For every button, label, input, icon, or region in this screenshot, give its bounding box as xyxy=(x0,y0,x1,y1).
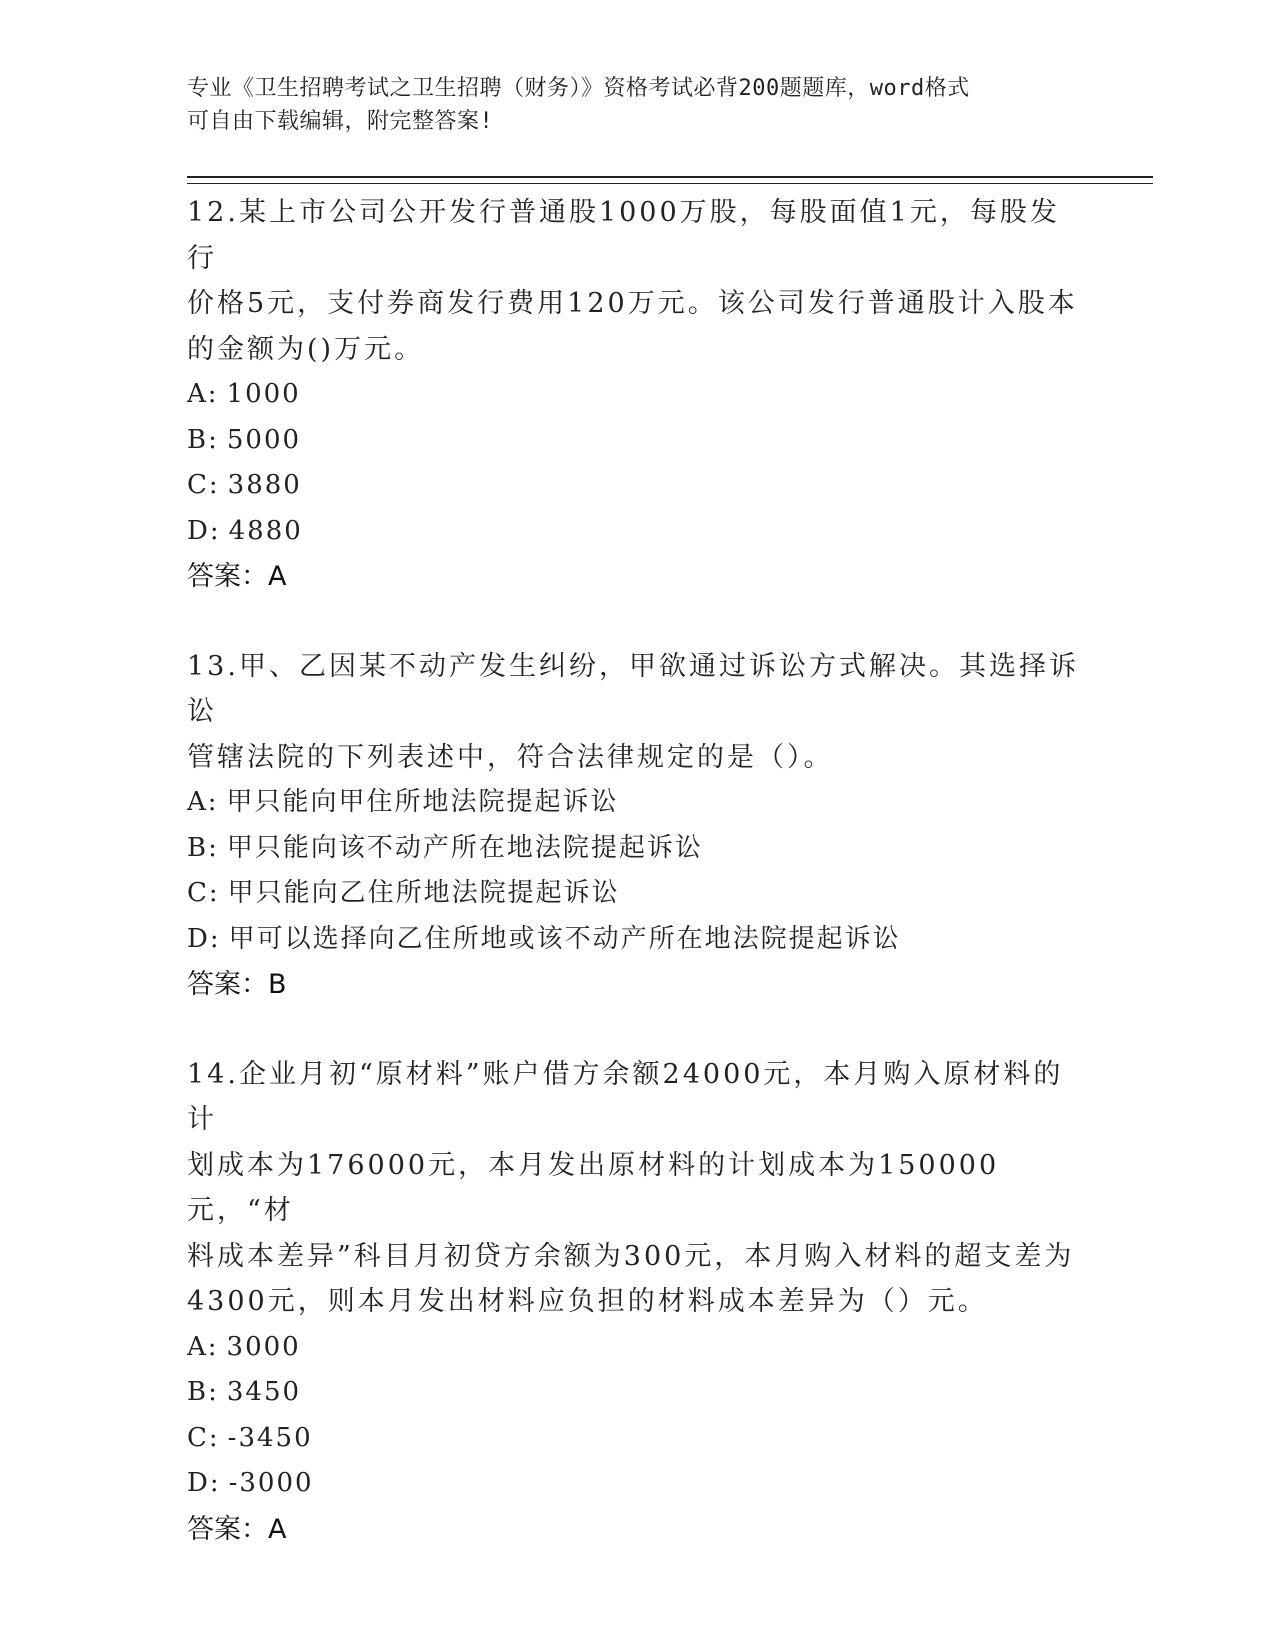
option-text: 甲只能向甲住所地法院提起诉讼 xyxy=(226,787,619,817)
header-line-2: 可自由下载编辑，附完整答案! xyxy=(187,109,494,134)
question-stem-line: 管辖法院的下列表述中，符合法律规定的是（）。 xyxy=(187,741,834,773)
answer-line: 答案：B xyxy=(187,969,287,1000)
question-stem-line: 划成本为176000元，本月发出原材料的计划成本为150000元，“材 xyxy=(187,1149,1000,1226)
option-text: 1000 xyxy=(226,379,301,409)
option-text: 甲可以选择向乙住所地或该不动产所在地法院提起诉讼 xyxy=(228,923,901,954)
option-text: 3000 xyxy=(226,1331,301,1362)
option-c xyxy=(187,1416,1087,1462)
question-stem-line: 的金额为()万元。 xyxy=(187,333,425,365)
option-d xyxy=(187,509,1087,555)
option-d xyxy=(187,1461,1087,1507)
option-c xyxy=(187,871,1087,917)
option-text: 甲只能向乙住所地法院提起诉讼 xyxy=(227,878,620,908)
option-label: B: xyxy=(187,832,219,863)
question-stem-line: 4300元，则本月发出材料应负担的材料成本差异为（）元。 xyxy=(187,1286,988,1317)
option-d xyxy=(187,917,1087,963)
header-line-1: 专业《卫生招聘考试之卫生招聘（财务）》资格考试必背200题题库，word格式 xyxy=(187,76,970,101)
option-label: D: xyxy=(187,923,221,954)
option-text: 3450 xyxy=(226,1377,302,1407)
option-text: 5000 xyxy=(226,424,302,455)
option-b xyxy=(187,826,1087,872)
option-text: 甲只能向该不动产所在地法院提起诉讼 xyxy=(226,832,703,863)
option-label: C: xyxy=(187,470,220,500)
question-list xyxy=(187,190,1087,1596)
option-label: B: xyxy=(187,424,219,455)
question-stem-line: 料成本差异”科目月初贷方余额为300元，本月购入材料的超支差为 xyxy=(187,1240,1075,1272)
question-12 xyxy=(187,190,1087,600)
option-label: C: xyxy=(187,1422,220,1453)
option-a xyxy=(187,780,1087,826)
option-text: -3450 xyxy=(227,1422,313,1453)
option-a xyxy=(187,1325,1087,1371)
question-stem-line: 12.某上市公司公开发行普通股1000万股，每股面值1元，每股发行 xyxy=(187,197,1060,274)
question-stem-line: 14.企业月初“原材料”账户借方余额24000元，本月购入原材料的计 xyxy=(187,1058,1064,1135)
answer-line: 答案：A xyxy=(187,1513,287,1545)
option-b xyxy=(187,418,1087,464)
option-label: A: xyxy=(187,787,219,817)
option-label: D: xyxy=(187,1468,221,1498)
option-label: A: xyxy=(187,379,219,409)
option-text: -3000 xyxy=(228,1468,314,1498)
question-14 xyxy=(187,1052,1087,1553)
answer-line: 答案：A xyxy=(187,561,287,592)
option-label: B: xyxy=(187,1377,219,1407)
option-label: A: xyxy=(187,1331,219,1362)
option-label: C: xyxy=(187,878,220,908)
option-b xyxy=(187,1370,1087,1416)
question-stem-line: 13.甲、乙因某不动产发生纠纷，甲欲通过诉讼方式解决。其选择诉讼 xyxy=(187,650,1079,727)
option-a xyxy=(187,372,1087,418)
header-divider-thin xyxy=(187,183,1153,184)
option-text: 3880 xyxy=(227,470,302,500)
header-divider-thick xyxy=(187,176,1153,178)
question-13 xyxy=(187,644,1087,1008)
document-header xyxy=(187,72,1067,138)
option-c xyxy=(187,463,1087,509)
option-label: D: xyxy=(187,515,221,546)
option-text: 4880 xyxy=(228,515,303,546)
question-stem-line: 价格5元，支付券商发行费用120万元。该公司发行普通股计入股本 xyxy=(187,288,1078,319)
